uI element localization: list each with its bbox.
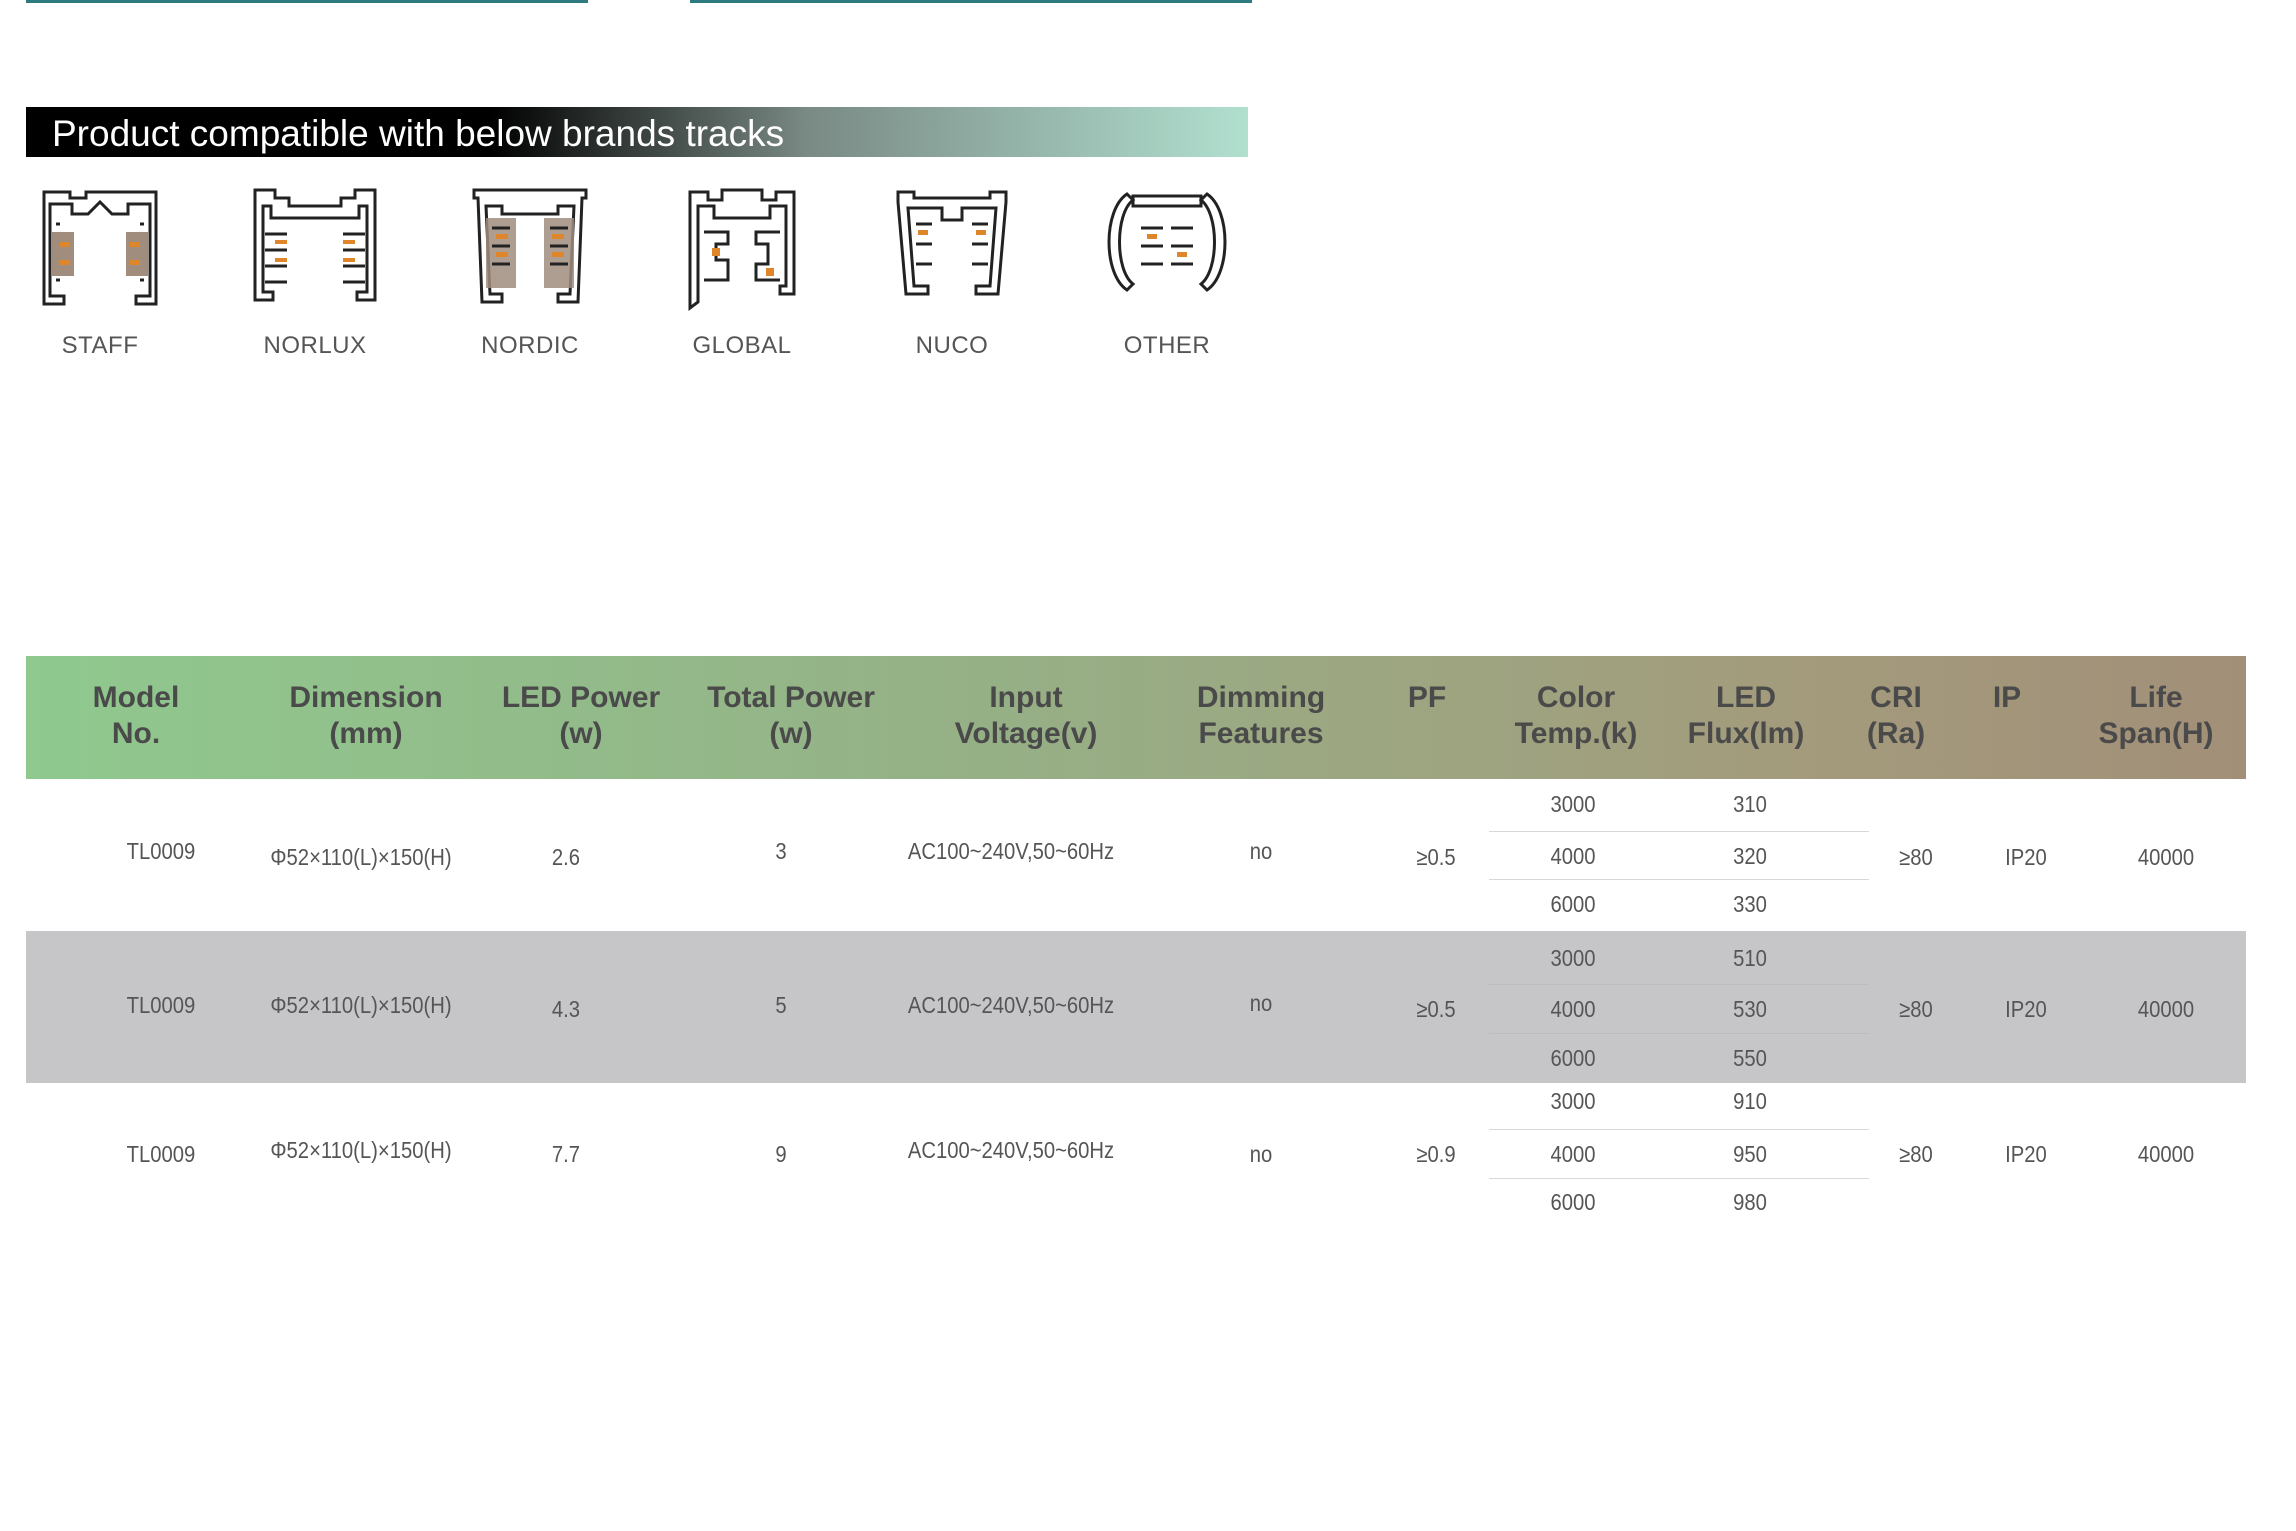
global-track-icon — [642, 184, 842, 314]
compatibility-banner — [26, 107, 1248, 157]
header-cri: CRI (Ra) — [1866, 681, 1926, 750]
sub-divider — [1489, 984, 1869, 985]
cell-flux: 910 — [1733, 1088, 1767, 1114]
norlux-track-icon — [215, 184, 415, 314]
header-pf: PF — [1407, 681, 1447, 714]
cell-model: TL0009 — [126, 1141, 196, 1167]
sub-divider — [1489, 1178, 1869, 1179]
cell-flux: 330 — [1733, 891, 1767, 917]
cell-led-power: 4.3 — [551, 996, 581, 1022]
header-color-temp: Color Temp.(k) — [1514, 681, 1638, 750]
header-total-power: Total Power (w) — [707, 681, 875, 750]
cell-life: 40000 — [2137, 844, 2195, 870]
cell-cct: 3000 — [1550, 1088, 1596, 1114]
cell-voltage: AC100~240V,50~60Hz — [907, 1137, 1115, 1163]
track-label: STAFF — [61, 332, 139, 359]
cell-ip: IP20 — [2005, 844, 2047, 870]
cell-dimming: no — [1249, 838, 1273, 864]
cell-voltage: AC100~240V,50~60Hz — [907, 838, 1115, 864]
cell-pf: ≥0.9 — [1416, 1141, 1456, 1167]
cell-ip: IP20 — [2005, 1141, 2047, 1167]
track-item-nuco — [852, 184, 1052, 374]
cell-led-power: 2.6 — [551, 844, 581, 870]
staff-track-icon — [0, 184, 200, 314]
cell-cct: 4000 — [1550, 996, 1596, 1022]
header-dimension: Dimension (mm) — [289, 681, 443, 750]
cell-model: TL0009 — [126, 992, 196, 1018]
track-label: OTHER — [1123, 332, 1211, 359]
cell-dimming: no — [1249, 990, 1273, 1016]
cell-voltage: AC100~240V,50~60Hz — [907, 992, 1115, 1018]
cell-total-power: 5 — [775, 992, 787, 1018]
cell-flux: 530 — [1733, 996, 1767, 1022]
nordic-track-icon — [430, 184, 630, 314]
table-row — [26, 931, 2246, 1083]
track-label: GLOBAL — [692, 332, 792, 359]
track-item-norlux — [215, 184, 415, 374]
cell-cct: 6000 — [1550, 1045, 1596, 1071]
header-led-power: LED Power (w) — [501, 681, 661, 750]
cell-pf: ≥0.5 — [1416, 844, 1456, 870]
cell-cct: 4000 — [1550, 843, 1596, 869]
cell-flux: 320 — [1733, 843, 1767, 869]
table-row — [26, 779, 2246, 931]
cell-total-power: 3 — [775, 838, 787, 864]
top-rule-right — [690, 0, 1252, 3]
cell-model: TL0009 — [126, 838, 196, 864]
cell-dimension: Φ52×110(L)×150(H) — [270, 992, 452, 1018]
top-rule-left — [26, 0, 588, 3]
track-label: NORDIC — [481, 332, 579, 359]
cell-cct: 4000 — [1550, 1141, 1596, 1167]
cell-pf: ≥0.5 — [1416, 996, 1456, 1022]
track-item-other — [1067, 184, 1267, 374]
track-label: NORLUX — [263, 332, 367, 359]
cell-cct: 3000 — [1550, 945, 1596, 971]
cell-led-power: 7.7 — [551, 1141, 581, 1167]
nuco-track-icon — [852, 184, 1052, 314]
header-model: Model No. — [92, 681, 180, 750]
track-item-nordic — [430, 184, 630, 374]
header-life-span: Life Span(H) — [2098, 681, 2214, 750]
sub-divider — [1489, 879, 1869, 880]
banner-title: Product compatible with below brands tracks — [52, 113, 785, 154]
cell-cct: 6000 — [1550, 1189, 1596, 1215]
cell-dimension: Φ52×110(L)×150(H) — [270, 1137, 452, 1163]
track-label: NUCO — [915, 332, 989, 359]
sub-divider — [1489, 831, 1869, 832]
spec-table-header — [26, 656, 2246, 779]
cell-life: 40000 — [2137, 1141, 2195, 1167]
cell-cct: 6000 — [1550, 891, 1596, 917]
cell-cri: ≥80 — [1899, 1141, 1933, 1167]
table-row — [26, 1083, 2246, 1235]
cell-ip: IP20 — [2005, 996, 2047, 1022]
other-track-icon — [1067, 184, 1267, 314]
sub-divider — [1489, 1033, 1869, 1034]
cell-cri: ≥80 — [1899, 844, 1933, 870]
cell-flux: 980 — [1733, 1189, 1767, 1215]
cell-dimming: no — [1249, 1141, 1273, 1167]
header-dimming: Dimming Features — [1196, 681, 1326, 750]
track-item-global — [642, 184, 842, 374]
header-led-flux: LED Flux(lm) — [1687, 681, 1805, 750]
header-ip: IP — [1992, 681, 2022, 714]
track-item-staff — [0, 184, 200, 374]
cell-flux: 950 — [1733, 1141, 1767, 1167]
cell-flux: 510 — [1733, 945, 1767, 971]
cell-flux: 550 — [1733, 1045, 1767, 1071]
cell-dimension: Φ52×110(L)×150(H) — [270, 844, 452, 870]
cell-life: 40000 — [2137, 996, 2195, 1022]
sub-divider — [1489, 1129, 1869, 1130]
cell-cri: ≥80 — [1899, 996, 1933, 1022]
cell-total-power: 9 — [775, 1141, 787, 1167]
header-input-voltage: Input Voltage(v) — [954, 681, 1098, 750]
cell-flux: 310 — [1733, 791, 1767, 817]
cell-cct: 3000 — [1550, 791, 1596, 817]
